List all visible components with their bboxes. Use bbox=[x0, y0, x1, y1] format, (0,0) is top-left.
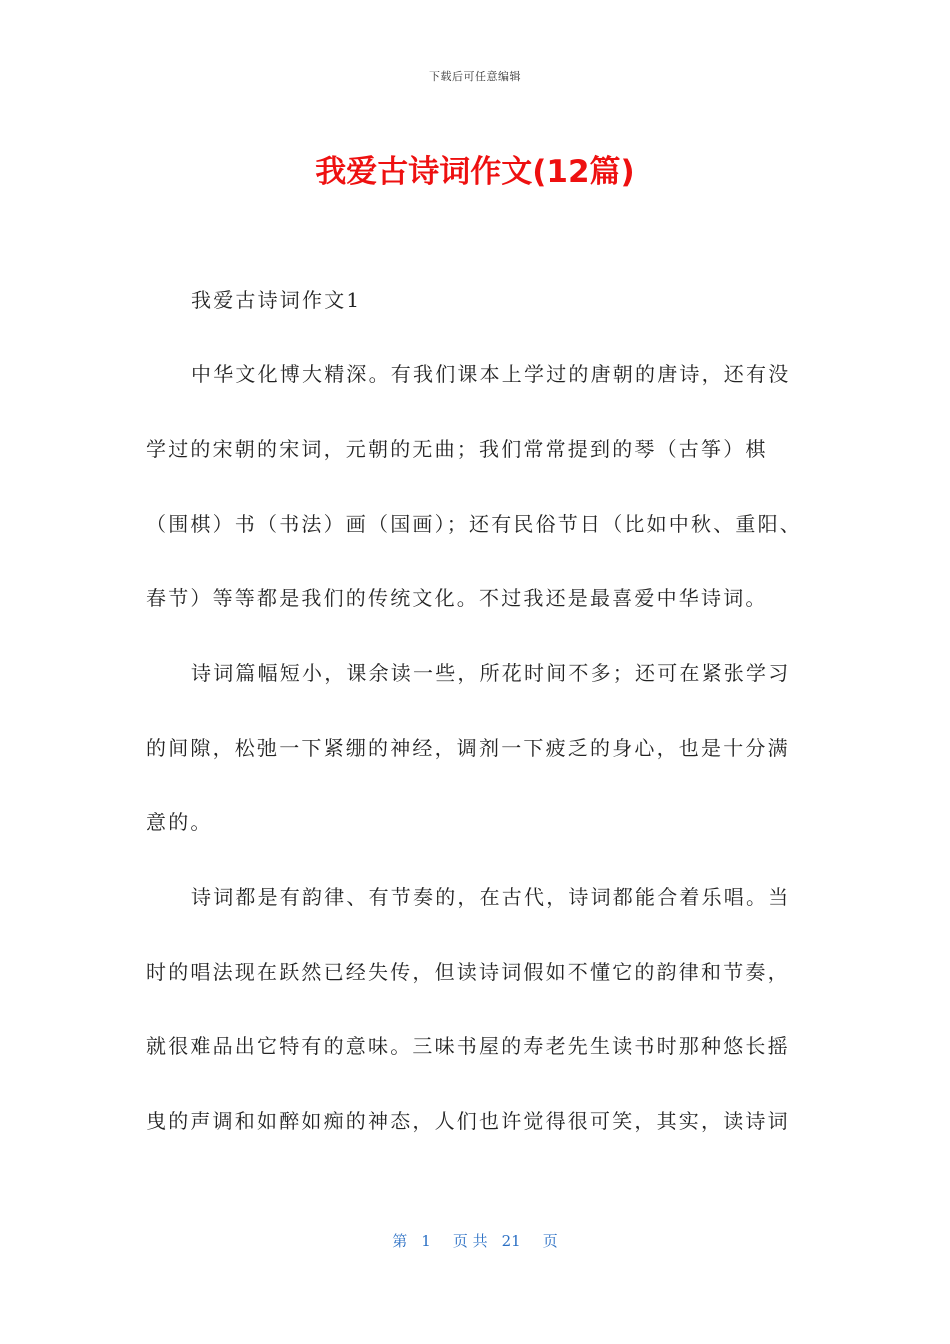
paragraph-line: （围棋）书（书法）画（国画）；还有民俗节日（比如中秋、重阳、 bbox=[146, 512, 802, 536]
paragraph-line: 的间隙，松弛一下紧绷的神经，调剂一下疲乏的身心，也是十分满 bbox=[146, 736, 790, 760]
paragraph-line: 意的。 bbox=[146, 810, 213, 834]
section-heading: 我爱古诗词作文1 bbox=[191, 288, 362, 312]
paragraph-line: 学过的宋朝的宋词，元朝的无曲；我们常常提到的琴（古筝）棋 bbox=[146, 437, 768, 461]
paragraph-line: 春节）等等都是我们的传统文化。不过我还是最喜爱中华诗词。 bbox=[146, 586, 768, 610]
paragraph-line: 诗词篇幅短小，课余读一些，所花时间不多；还可在紧张学习 bbox=[191, 661, 791, 685]
paragraph-line: 时的唱法现在跃然已经失传，但读诗词假如不懂它的韵律和节奏， bbox=[146, 960, 790, 984]
current-page-number: 1 bbox=[421, 1232, 431, 1250]
paragraph-line: 曳的声调和如醉如痴的神态，人们也许觉得很可笑，其实，读诗词 bbox=[146, 1109, 790, 1133]
footer-middle: 页 共 bbox=[452, 1232, 488, 1250]
paragraph-line: 中华文化博大精深。有我们课本上学过的唐朝的唐诗，还有没 bbox=[191, 362, 791, 386]
header-note: 下载后可任意编辑 bbox=[429, 70, 521, 83]
paragraph-line: 就很难品出它特有的意味。三味书屋的寿老先生读书时那种悠长摇 bbox=[146, 1034, 790, 1058]
page-title: 我爱古诗词作文(12篇) bbox=[315, 154, 635, 190]
footer-suffix: 页 bbox=[542, 1232, 558, 1250]
footer-prefix: 第 bbox=[392, 1232, 408, 1250]
page-footer bbox=[0, 1230, 950, 1251]
paragraph-line: 诗词都是有韵律、有节奏的，在古代，诗词都能合着乐唱。当 bbox=[191, 885, 791, 909]
total-pages-number: 21 bbox=[501, 1232, 521, 1250]
